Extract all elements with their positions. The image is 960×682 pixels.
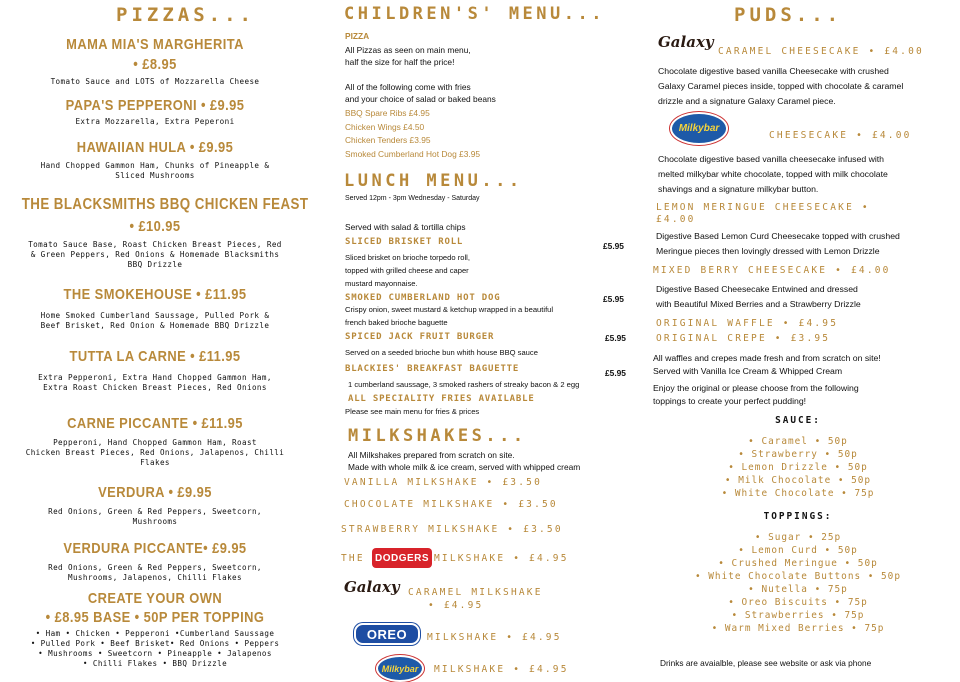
topping-item: • Lemon Curd • 50p (738, 545, 858, 556)
galaxy-logo: Galaxy (658, 33, 714, 51)
puds-title: PUDS... (734, 4, 843, 26)
lunch-item-name: SMOKED CUMBERLAND HOT DOG (345, 293, 501, 303)
children-pizza-line: All Pizzas as seen on main menu, (345, 45, 471, 55)
topping-item: • Crushed Meringue • 50p (718, 558, 878, 569)
children-item: Smoked Cumberland Hot Dog £3.95 (345, 149, 481, 159)
lunch-item-name: SLICED BRISKET ROLL (345, 237, 464, 247)
pud-desc: All waffles and crepes made fresh and from scratch on site! (653, 353, 881, 363)
sauce-item: • Lemon Drizzle • 50p (728, 462, 868, 473)
lunch-item-desc: Sliced brisket on brioche torpedo roll, (345, 253, 470, 262)
pud-desc: Digestive Based Lemon Curd Cheesecake topped with crushed (656, 231, 900, 241)
lunch-item-name: SPICED JACK FRUIT BURGER (345, 332, 495, 342)
children-pizza-line: half the size for half the price! (345, 57, 455, 67)
topping-item: • White Chocolate Buttons • 50p (695, 571, 901, 582)
pizza-item (0, 348, 310, 393)
pizza-item (0, 484, 310, 527)
pizzas-title: PIZZAS... (116, 4, 255, 26)
lunch-item-desc: french baked brioche baguette (345, 318, 448, 327)
pizza-desc: Flakes (140, 458, 170, 467)
lunch-item-price: £5.95 (603, 241, 624, 251)
galaxy-logo: Galaxy (344, 578, 400, 596)
pizza-item (0, 415, 310, 468)
puds-column (648, 0, 960, 682)
pizza-item (0, 540, 310, 583)
pizza-item (0, 97, 310, 127)
children-fries-line: and your choice of salad or baked beans (345, 94, 496, 104)
pizza-desc: Tomato Sauce and LOTS of Mozzarella Cheese (50, 77, 260, 86)
pizza-desc: Red Onions, Green & Red Peppers, Sweetcorn, (48, 507, 262, 516)
pizza-name: THE SMOKEHOUSE • £11.95 (63, 286, 247, 303)
pizza-name: PAPA'S PEPPERONI • £9.95 (65, 97, 245, 114)
lunch-item-price: £5.95 (605, 333, 626, 343)
milkshake-dodgers-prefix: THE (341, 553, 365, 564)
milkshakes-intro: Made with whole milk & ice cream, served with whipped cream (348, 462, 581, 472)
pizza-desc: Mushrooms (132, 517, 178, 526)
pizza-desc: • Ham • Chicken • Pepperoni •Cumberland Saussage (35, 629, 275, 638)
pud-desc: Enjoy the original or please choose from the following (653, 383, 859, 393)
pizza-desc: Mushrooms, Jalapenos, Chilli Flakes (67, 573, 242, 582)
lunch-fries-desc: Please see main menu for fries & prices (345, 407, 480, 416)
pizza-desc: Sliced Mushrooms (115, 171, 195, 180)
milkshake-milkybar: MILKSHAKE • £4.95 (434, 664, 569, 675)
children-title: CHILDREN'S' MENU... (344, 4, 605, 24)
pud-desc: Galaxy Caramel pieces inside, topped with chocolate & caramel (658, 81, 904, 91)
children-fries-line: All of the following come with fries (345, 82, 471, 92)
pud-desc: shavings and a signature milkybar button. (658, 184, 819, 194)
pizza-desc: & Green Peppers, Red Onions & Homemade Blacksmiths (30, 250, 280, 259)
pizza-item (0, 139, 310, 181)
lunch-item-price: £5.95 (603, 294, 624, 304)
lunch-item-desc: 1 cumberland saussage, 3 smoked rashers of streaky bacon & 2 egg (348, 380, 580, 389)
toppings-head: TOPPINGS: (763, 511, 833, 522)
milkshake-dodgers: MILKSHAKE • £4.95 (434, 553, 569, 564)
pizza-desc: Extra Pepperoni, Extra Hand Chopped Gammon Ham, (38, 373, 272, 382)
milkshake-chocolate: CHOCOLATE MILKSHAKE • £3.50 (344, 499, 558, 510)
sauce-item: • Caramel • 50p (748, 436, 848, 447)
pizza-item (0, 590, 310, 669)
lunch-item-name: BLACKIES' BREAKFAST BAGUETTE (345, 364, 520, 374)
lunch-item-price: £5.95 (605, 368, 626, 378)
pizza-desc: Beef Brisket, Red Onion & Homemade BBQ Drizzle (40, 321, 270, 330)
pizza-price: • £8.95 (133, 56, 177, 73)
pud-waffle: ORIGINAL WAFFLE • £4.95 (656, 318, 839, 329)
pizza-item (0, 196, 310, 270)
pizza-name: CREATE YOUR OWN (87, 590, 223, 607)
pizza-item (0, 286, 310, 331)
pud-desc: melted milkybar white chocolate, topped with milk chocolate (658, 169, 888, 179)
pud-desc: Served with Vanilla Ice Cream & Whipped Cream (653, 366, 843, 376)
milkybar-logo: Milkybar (670, 112, 728, 145)
topping-item: • Oreo Biscuits • 75p (728, 597, 868, 608)
pizza-desc: Extra Roast Chicken Breast Pieces, Red Onions (43, 383, 267, 392)
lunch-item-desc: mustard mayonnaise. (345, 279, 418, 288)
toppings-section (648, 510, 948, 635)
pizza-price: • £8.95 BASE • 50P PER TOPPING (45, 609, 265, 626)
milkshakes-title: MILKSHAKES... (348, 426, 527, 446)
milkshakes-intro: All Milkshakes prepared from scratch on site. (348, 450, 515, 460)
sauce-head: SAUCE: (775, 415, 821, 426)
sauce-item: • White Chocolate • 75p (721, 488, 875, 499)
middle-column (338, 0, 648, 682)
pizza-item (0, 36, 310, 87)
children-item: Chicken Wings £4.50 (345, 122, 425, 132)
children-item: Chicken Tenders £3.95 (345, 135, 431, 145)
pizza-name: CARNE PICCANTE • £11.95 (67, 415, 243, 432)
milkybar-logo: Milkybar (376, 655, 424, 682)
pizza-desc: • Chilli Flakes • BBQ Drizzle (82, 659, 228, 668)
topping-item: • Sugar • 25p (754, 532, 842, 543)
lunch-item-desc: topped with grilled cheese and caper (345, 266, 469, 275)
topping-item: • Strawberries • 75p (731, 610, 865, 621)
children-pizza-head: PIZZA (345, 31, 370, 41)
pizza-name: VERDURA • £9.95 (98, 484, 212, 501)
milkshake-vanilla: VANILLA MILKSHAKE • £3.50 (344, 477, 542, 488)
pizza-name: HAWAIIAN HULA • £9.95 (76, 139, 234, 156)
pizza-desc: Pepperoni, Hand Chopped Gammon Ham, Roast (53, 438, 257, 447)
pizza-desc: Chicken Breast Pieces, Red Onions, Jalapenos, Chilli (25, 448, 285, 457)
pizza-desc: • Pulled Pork • Beef Brisket• Red Onions • Peppers (30, 639, 280, 648)
pud-caramel: CARAMEL CHEESECAKE • £4.00 (718, 46, 924, 57)
pizza-price: • £10.95 (129, 218, 181, 235)
milkshake-galaxy-price: • £4.95 (428, 600, 484, 611)
milkshake-galaxy: CARAMEL MILKSHAKE (408, 587, 543, 598)
pud-berry: MIXED BERRY CHEESECAKE • £4.00 (653, 265, 891, 276)
sauce-item: • Strawberry • 50p (738, 449, 858, 460)
milkshake-strawberry: STRAWBERRY MILKSHAKE • £3.50 (341, 524, 563, 535)
topping-item: • Nutella • 75p (748, 584, 848, 595)
pud-desc: Digestive Based Cheesecake Entwined and dressed (656, 284, 858, 294)
lunch-fries-head: ALL SPECIALITY FRIES AVAILABLE (348, 394, 535, 404)
pud-desc: toppings to create your perfect pudding! (653, 396, 807, 406)
pizza-desc: Home Smoked Cumberland Saussage, Pulled Pork & (40, 311, 270, 320)
pud-desc: Chocolate digestive based vanilla cheesecake infused with (658, 154, 885, 164)
pud-desc: Chocolate digestive based vanilla Cheesecake with crushed (658, 66, 889, 76)
pizza-name: TUTTA LA CARNE • £11.95 (69, 348, 241, 365)
lunch-served: Served 12pm - 3pm Wednesday - Saturday (345, 195, 480, 202)
pizza-desc: • Mushrooms • Sweetcorn • Pineapple • Jalapenos (38, 649, 272, 658)
milkshake-oreo: MILKSHAKE • £4.95 (427, 632, 562, 643)
lunch-item-desc: Crispy onion, sweet mustard & ketchup wrapped in a beautiful (345, 305, 554, 314)
pud-crepe: ORIGINAL CREPE • £3.95 (656, 333, 831, 344)
sauce-section (648, 414, 948, 500)
pud-desc: drizzle and a signature Galaxy Caramel piece. (658, 96, 836, 106)
lunch-title: LUNCH MENU... (344, 171, 523, 191)
pud-cheesecake: CHEESECAKE • £4.00 (769, 130, 912, 141)
pizza-desc: Hand Chopped Gammon Ham, Chunks of Pineapple & (40, 161, 270, 170)
children-item: BBQ Spare Ribs £4.95 (345, 108, 430, 118)
pizza-name: MAMA MIA'S MARGHERITA (66, 36, 244, 53)
dodgers-logo: DODGERS (372, 548, 432, 568)
pud-desc: with Beautiful Mixed Berries and a Strawberry Drizzle (656, 299, 861, 309)
drinks-note: Drinks are avaialble, please see website or ask via phone (660, 658, 872, 668)
oreo-logo: OREO (354, 623, 420, 645)
topping-item: • Warm Mixed Berries • 75p (711, 623, 885, 634)
pizza-desc: Extra Mozzarella, Extra Peperoni (75, 117, 235, 126)
pud-lemon-price: £4.00 (656, 214, 696, 225)
pizza-name: VERDURA PICCANTE• £9.95 (63, 540, 247, 557)
pud-lemon: LEMON MERINGUE CHEESECAKE • (656, 202, 870, 213)
pizza-desc: BBQ Drizzle (127, 260, 183, 269)
lunch-item-desc: Served on a seeded brioche bun whith house BBQ sauce (345, 348, 538, 357)
pizzas-column (0, 0, 310, 682)
pizza-desc: Red Onions, Green & Red Peppers, Sweetcorn, (48, 563, 262, 572)
lunch-salad: Served with salad & tortilla chips (345, 222, 466, 232)
pud-desc: Meringue pieces then lovingly dressed with Lemon Drizzle (656, 246, 880, 256)
pizza-desc: Tomato Sauce Base, Roast Chicken Breast Pieces, Red (28, 240, 282, 249)
sauce-item: • Milk Chocolate • 50p (724, 475, 872, 486)
pizza-name: THE BLACKSMITHS BBQ CHICKEN FEAST (21, 196, 309, 213)
